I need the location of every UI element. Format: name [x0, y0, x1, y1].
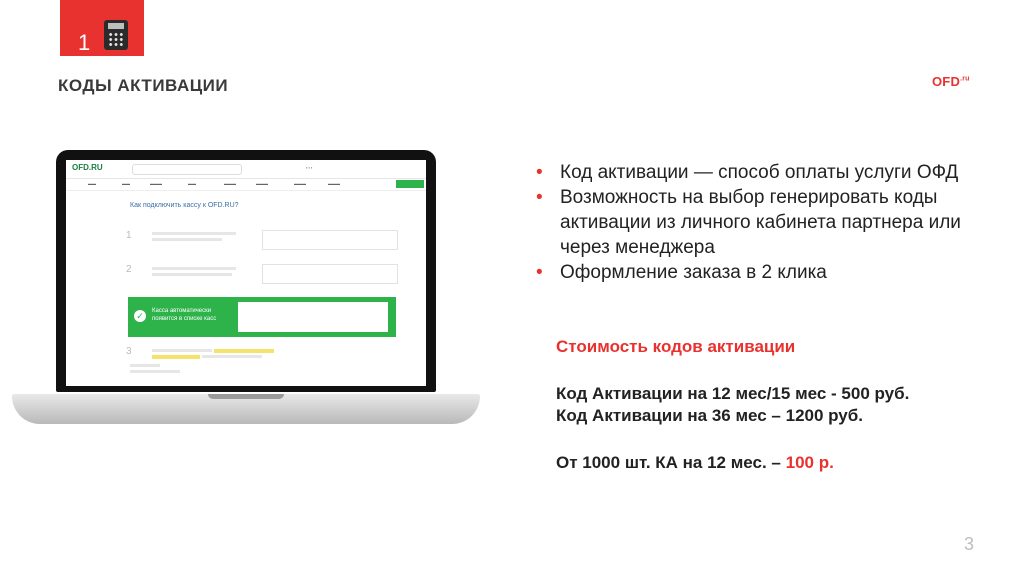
success-banner — [128, 297, 396, 337]
form-fields — [262, 230, 398, 250]
banner-card — [238, 302, 388, 332]
step-number: 3 — [126, 346, 132, 357]
text-line — [152, 232, 236, 235]
bulk-price-text: От 1000 шт. КА на 12 мес. – — [556, 453, 786, 472]
site-green-button — [396, 180, 424, 188]
slide-number-badge — [60, 0, 144, 56]
site-header-links: ▪ ▪ ▪ — [306, 165, 313, 170]
text-line — [152, 273, 232, 276]
list-item: • Оформление заказа в 2 клика — [536, 260, 996, 285]
page-number: 3 — [964, 534, 975, 554]
page-title: КОДЫ АКТИВАЦИИ — [58, 76, 229, 95]
text-line — [202, 355, 262, 358]
step-number: 1 — [126, 230, 132, 241]
laptop-mockup — [12, 150, 480, 432]
text-line — [152, 349, 212, 352]
laptop-notch — [208, 394, 284, 399]
laptop-lid — [56, 150, 436, 392]
form-fields — [262, 264, 398, 284]
bulk-price-value: 100 р. — [785, 453, 834, 472]
slide-number: 1 — [78, 30, 91, 55]
site-nav: ▬▬ ▬▬ ▬▬▬ ▬▬ ▬▬▬ ▬▬▬ ▬▬▬ ▬▬▬ — [66, 178, 426, 191]
laptop-screen — [66, 160, 426, 386]
site-logo: OFD.RU — [72, 163, 103, 172]
highlight-line — [214, 349, 274, 353]
feature-list — [536, 160, 996, 285]
text-line — [152, 238, 222, 241]
bulk-price-line — [556, 453, 834, 473]
list-item: • Код активации — способ оплаты услуги ОФД — [536, 160, 996, 185]
banner-text: Касса автоматически появится в списке касс — [152, 308, 217, 322]
check-icon: ✓ — [134, 310, 146, 322]
site-header — [66, 160, 426, 179]
text-line — [130, 364, 160, 367]
text-line — [152, 267, 236, 270]
calculator-icon — [104, 20, 128, 50]
ofd-logo: $OFD^{.ru}$ — [932, 74, 970, 89]
pricing-heading: Стоимость кодов активации — [556, 337, 796, 356]
step-number: 2 — [126, 264, 132, 275]
price-line-12-15: Код Активации на 12 мес/15 мес - 500 руб. — [556, 384, 910, 403]
highlight-line — [152, 355, 200, 359]
site-search-input — [132, 164, 242, 175]
text-line — [130, 370, 180, 373]
list-item: • Возможность на выбор генерировать коды активации из личного кабинета партнера или через менеджера — [536, 185, 996, 260]
price-line-36: Код Активации на 36 мес – 1200 руб. — [556, 406, 863, 425]
site-heading: Как подключить кассу к OFD.RU? — [130, 202, 239, 209]
